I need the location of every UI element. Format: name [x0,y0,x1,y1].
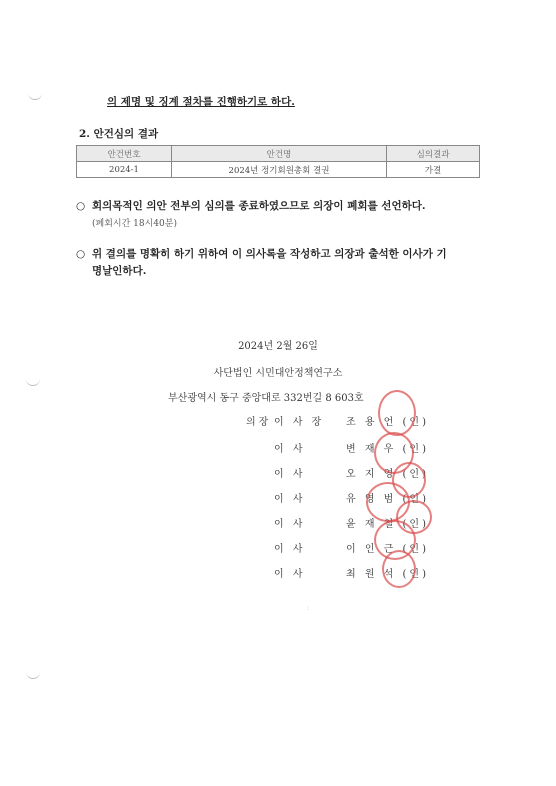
signer-title: 이 사 [274,569,306,580]
punch-hole-mark [26,671,40,679]
header-agenda-no: 안건번호 [77,146,172,162]
red-seal-stamp-icon [382,550,416,588]
header-agenda-name: 안건명 [172,146,387,162]
signer-title: 이 사 [274,494,306,505]
signer-name: 이 인 근 (인) [346,544,429,555]
faint-page-mark-icon: : [307,604,310,612]
organization-address: 부산광역시 동구 중앙대로 332번길 8 603호 [168,393,364,404]
signer-name: 윤 재 철 (인) [346,519,429,530]
resolution-paragraph [76,246,447,280]
resolution-text-line2: 명날인하다. [92,265,147,277]
table-row [77,162,480,178]
circle-bullet-icon: ○ [76,200,86,212]
signer-title: 이 사 [274,469,306,480]
section-title: 2. 안건심의 결과 [79,128,159,140]
signer-name: 유 영 범 (인) [346,494,429,505]
closing-paragraph [76,198,426,215]
closing-text: 회의목적인 의안 전부의 심의를 종료하였으므로 의장이 폐회를 선언하다. [92,200,426,212]
table-header-row [77,146,480,162]
signer-title: 이 사 [274,519,306,530]
signer-name: 오 지 영 (인) [346,469,429,480]
resolution-text-line1: 위 결의를 명확히 하기 위하여 이 의사록을 작성하고 의장과 출석한 이사가 기 [92,248,447,260]
continued-text: 의 제명 및 징계 절차를 진행하기로 하다. [107,96,295,108]
results-table [76,145,480,178]
signer-title: 이 사 [274,444,306,455]
red-seal-stamp-icon [378,390,416,436]
signer-name: 변 재 우 (인) [346,444,429,455]
cell-agenda-name: 2024년 정기회원총회 결권 [172,162,387,178]
organization-name: 사단법인 시민대안정책연구소 [213,368,343,379]
cell-result: 가결 [387,162,480,178]
punch-hole-mark [28,92,42,100]
signature-date: 2024년 2월 26일 [238,341,318,352]
cell-agenda-no: 2024-1 [77,162,172,178]
closing-time-note: (폐회시간 18시40분) [92,219,177,229]
signer-role-chair: 의장 [246,417,272,428]
signer-title: 이 사 [274,544,306,555]
header-result: 심의결과 [387,146,480,162]
signer-title: 이 사 장 [274,417,325,428]
signer-name: 조 용 언 (인) [346,417,429,428]
circle-bullet-icon: ○ [76,248,86,260]
punch-hole-mark [26,378,40,386]
signer-name: 최 원 석 (인) [346,569,429,580]
